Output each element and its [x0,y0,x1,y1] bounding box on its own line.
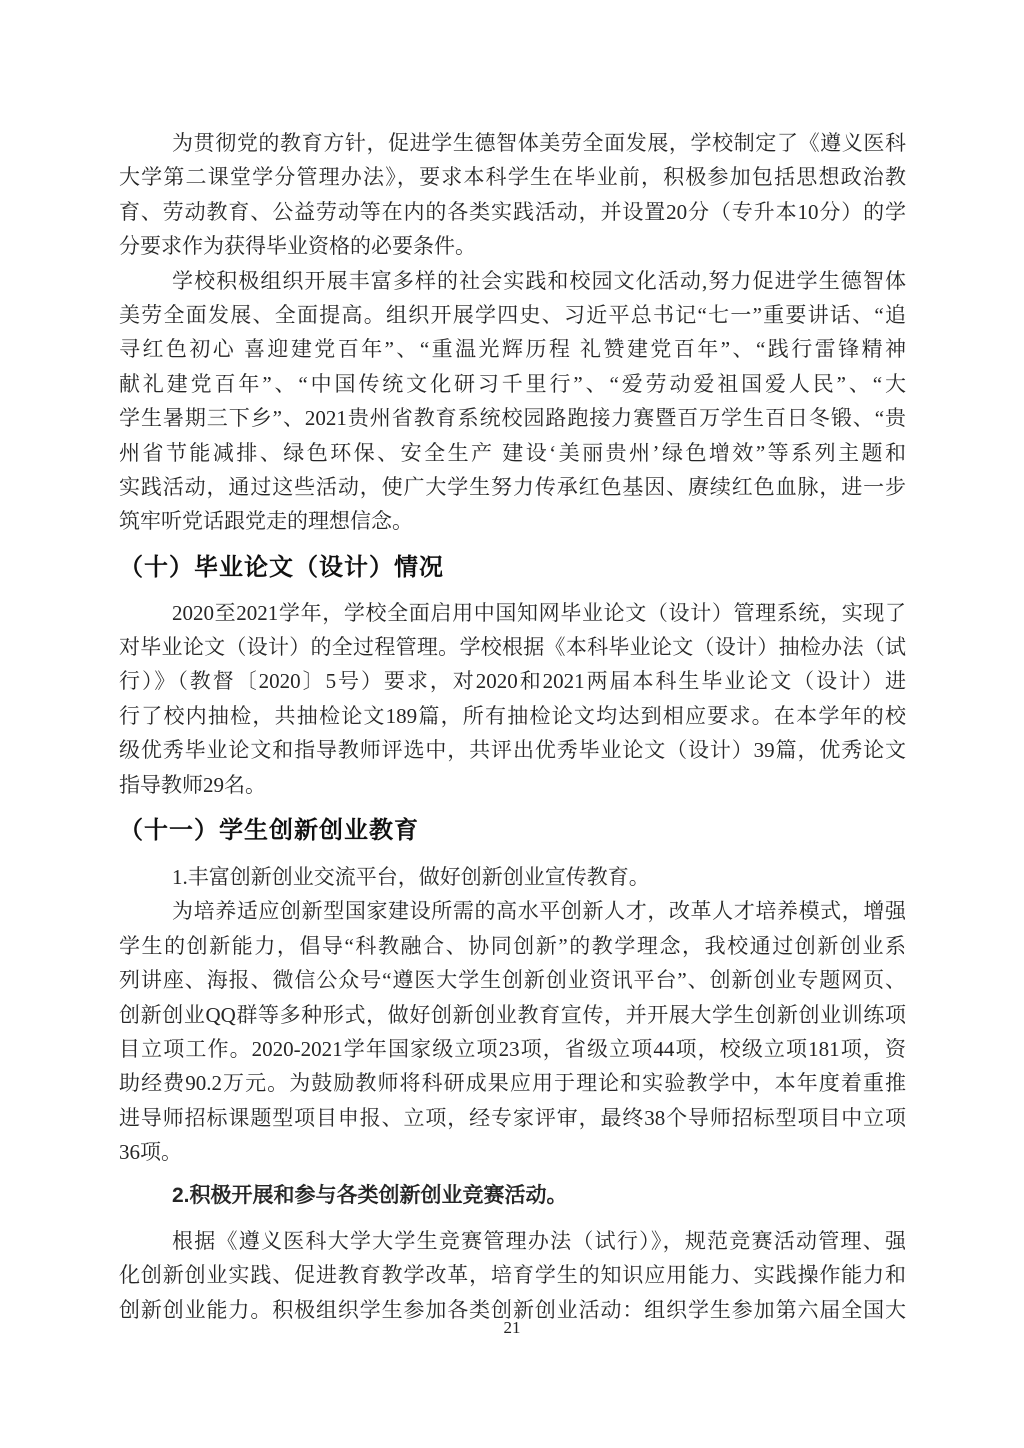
document-body [119,126,906,1327]
text-line: 为培养适应创新型国家建设所需的高水平创新人才，改革人才培养模式，增强 [172,899,906,924]
paragraph [119,126,906,264]
text-line: 目立项工作。2020-2021学年国家级立项23项，省级立项44项，校级立项181项，资 [119,1036,906,1061]
text-line: 对毕业论文（设计）的全过程管理。学校根据《本科毕业论文（设计）抽检办法（试 [119,635,906,660]
text-line: 进导师招标课题型项目申报、立项，经专家评审，最终38个导师招标型项目中立项 [119,1105,906,1130]
section-heading: （十）毕业论文（设计）情况 [119,553,444,581]
text-line: 实践活动，通过这些活动，使广大学生努力传承红色基因、赓续红色血脉，进一步 [119,474,906,499]
text-line: 2.积极开展和参与各类创新创业竞赛活动。 [172,1183,568,1207]
text-line: 1.丰富创新创业交流平台，做好创新创业宣传教育。 [172,865,650,890]
text-line: 助经费90.2万元。为鼓励教师将科研成果应用于理论和实验教学中，本年度着重推 [119,1071,906,1096]
text-line: 根据《遵义医科大学大学生竞赛管理办法（试行）》，规范竞赛活动管理、强 [172,1228,906,1253]
text-line: 指导教师29名。 [119,772,266,797]
paragraph [119,264,906,539]
page-number: 21 [503,1318,521,1337]
text-line: 创新创业能力。积极组织学生参加各类创新创业活动：组织学生参加第六届全国大 [119,1297,906,1322]
text-line: 行了校内抽检，共抽检论文189篇，所有抽检论文均达到相应要求。在本学年的校 [119,703,906,728]
section-heading: （十一）学生创新创业教育 [119,817,419,845]
text-line: 36项。 [119,1140,182,1165]
text-line: 学校积极组织开展丰富多样的社会实践和校园文化活动,努力促进学生德智体 [172,268,906,293]
numbered-subpoint [119,860,906,894]
numbered-subheading [119,1179,906,1213]
text-line: 化创新创业实践、促进教育教学改革，培育学生的知识应用能力、实践操作能力和 [119,1263,906,1288]
text-line: 学生暑期三下乡”、2021贵州省教育系统校园路跑接力赛暨百万学生百日冬锻、“贵 [119,406,906,431]
text-line: 育、劳动教育、公益劳动等在内的各类实践活动，并设置20分（专升本10分）的学 [119,199,906,224]
text-line: 献礼建党百年”、“中国传统文化研习千里行”、“爱劳动爱祖国爱人民”、“大 [119,371,906,396]
text-line: 列讲座、海报、微信公众号“遵医大学生创新创业资讯平台”、创新创业专题网页、 [119,968,906,993]
text-line: 州省节能减排、绿色环保、安全生产 建设‘美丽贵州’绿色增效”等系列主题和 [119,440,906,465]
text-line: 为贯彻党的教育方针，促进学生德智体美劳全面发展，学校制定了《遵义医科 [172,131,906,155]
text-line: 寻红色初心 喜迎建党百年”、“重温光辉历程 礼赞建党百年”、“践行雷锋精神 [119,337,906,362]
text-line: 级优秀毕业论文和指导教师评选中，共评出优秀毕业论文（设计）39篇，优秀论文 [119,738,906,763]
text-line: 创新创业QQ群等多种形式，做好创新创业教育宣传，并开展大学生创新创业训练项 [119,1002,906,1027]
paragraph [119,1224,906,1327]
text-line: 分要求作为获得毕业资格的必要条件。 [119,234,476,259]
paragraph [119,894,906,1169]
text-line: 美劳全面发展、全面提高。组织开展学四史、习近平总书记“七一”重要讲话、“追 [119,302,906,327]
text-line: 2020至2021学年，学校全面启用中国知网毕业论文（设计）管理系统，实现了 [172,600,906,625]
text-line: 筑牢听党话跟党走的理想信念。 [119,509,413,534]
text-line: 行）》（教督〔2020〕5号）要求，对2020和2021两届本科生毕业论文（设计）进 [119,669,906,694]
text-line: 大学第二课堂学分管理办法》，要求本科学生在毕业前，积极参加包括思想政治教 [119,165,906,190]
text-line: 学生的创新能力，倡导“科教融合、协同创新”的教学理念，我校通过创新创业系 [119,933,906,958]
paragraph [119,596,906,802]
